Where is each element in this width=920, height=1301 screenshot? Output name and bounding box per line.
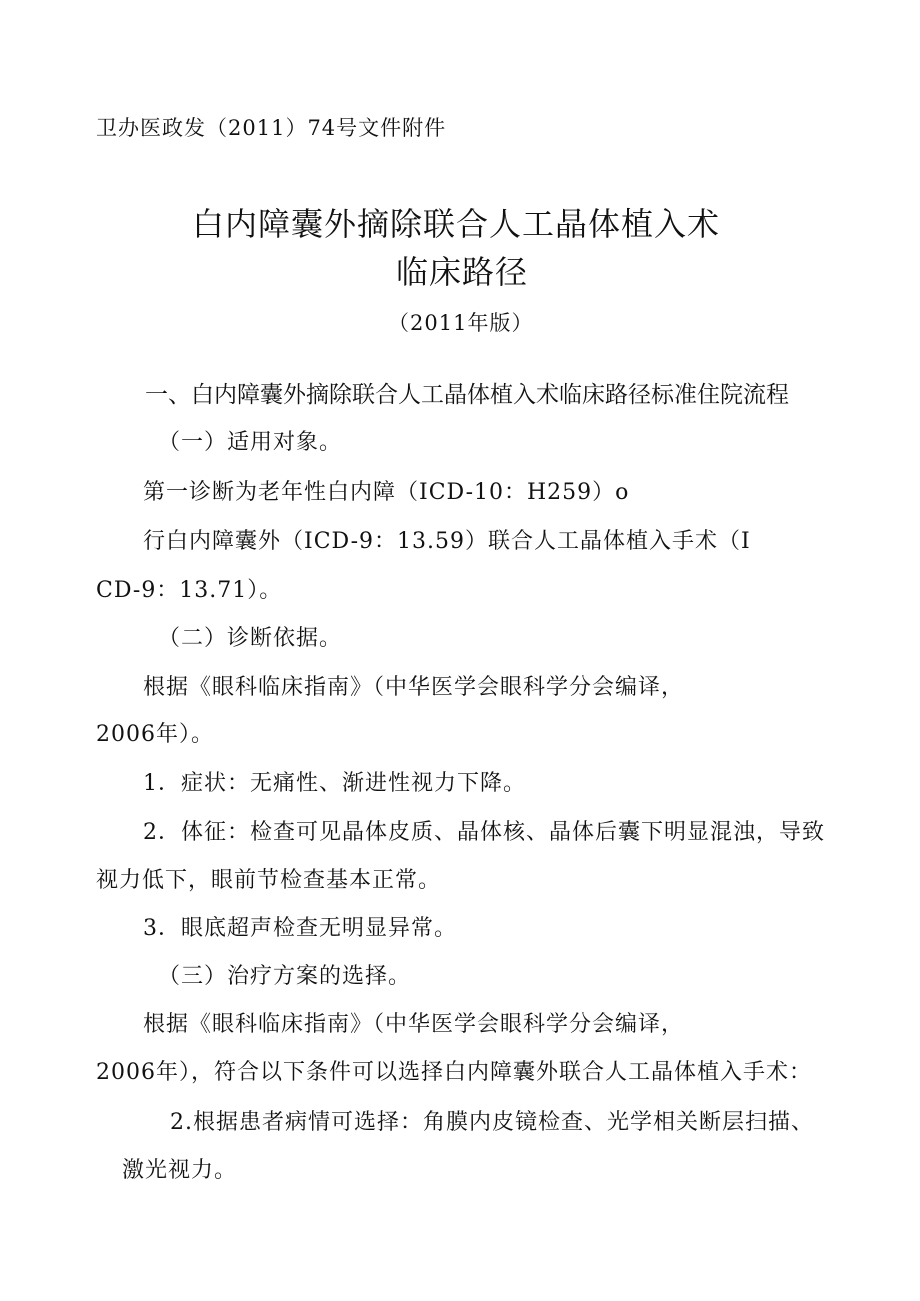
document-title-line2: 临床路径 (396, 253, 529, 291)
header-note: 卫办医政发（2011）74号文件附件 (96, 116, 447, 140)
list-item: 1．症状：无痛性、渐进性视力下降。 (143, 771, 526, 796)
section-heading-1: 一、白内障囊外摘除联合人工晶体植入术临床路径标准住院流程 (145, 382, 789, 408)
list-item: 3．眼底超声检查无明显异常。 (143, 916, 457, 941)
list-item: 2.根据患者病情可选择：角膜内皮镜检查、光学相关断层扫描、 (170, 1110, 814, 1135)
list-item: 2．体征：检查可见晶体皮质、晶体核、晶体后囊下明显混浊，导致 (143, 820, 825, 845)
edition-label: （2011年版） (388, 311, 534, 335)
paragraph-line: CD-9：13.71）。 (96, 578, 283, 603)
subsection-heading-3: （三）治疗方案的选择。 (158, 964, 412, 989)
document-title-line1: 白内障囊外摘除联合人工晶体植入术 (192, 205, 721, 243)
paragraph-line: 根据《眼科临床指南》（中华医学会眼科学分会编译， (143, 675, 685, 700)
paragraph-line: 行白内障囊外（ICD-9：13.59）联合人工晶体植入手术（I (143, 529, 751, 554)
paragraph-line: 根据《眼科临床指南》（中华医学会眼科学分会编译， (143, 1012, 685, 1037)
paragraph-line: 2006年），符合以下条件可以选择白内障囊外联合人工晶体植入手术： (96, 1060, 812, 1085)
paragraph-line: 2006年）。 (96, 722, 214, 747)
paragraph-line: 激光视力。 (122, 1158, 238, 1183)
paragraph-line: 第一诊断为老年性白内障（ICD-10：H259）o (143, 480, 630, 505)
subsection-heading-2: （二）诊断依据。 (158, 626, 343, 651)
subsection-heading-1: （一）适用对象。 (158, 430, 343, 455)
paragraph-line: 视力低下，眼前节检查基本正常。 (96, 868, 442, 893)
